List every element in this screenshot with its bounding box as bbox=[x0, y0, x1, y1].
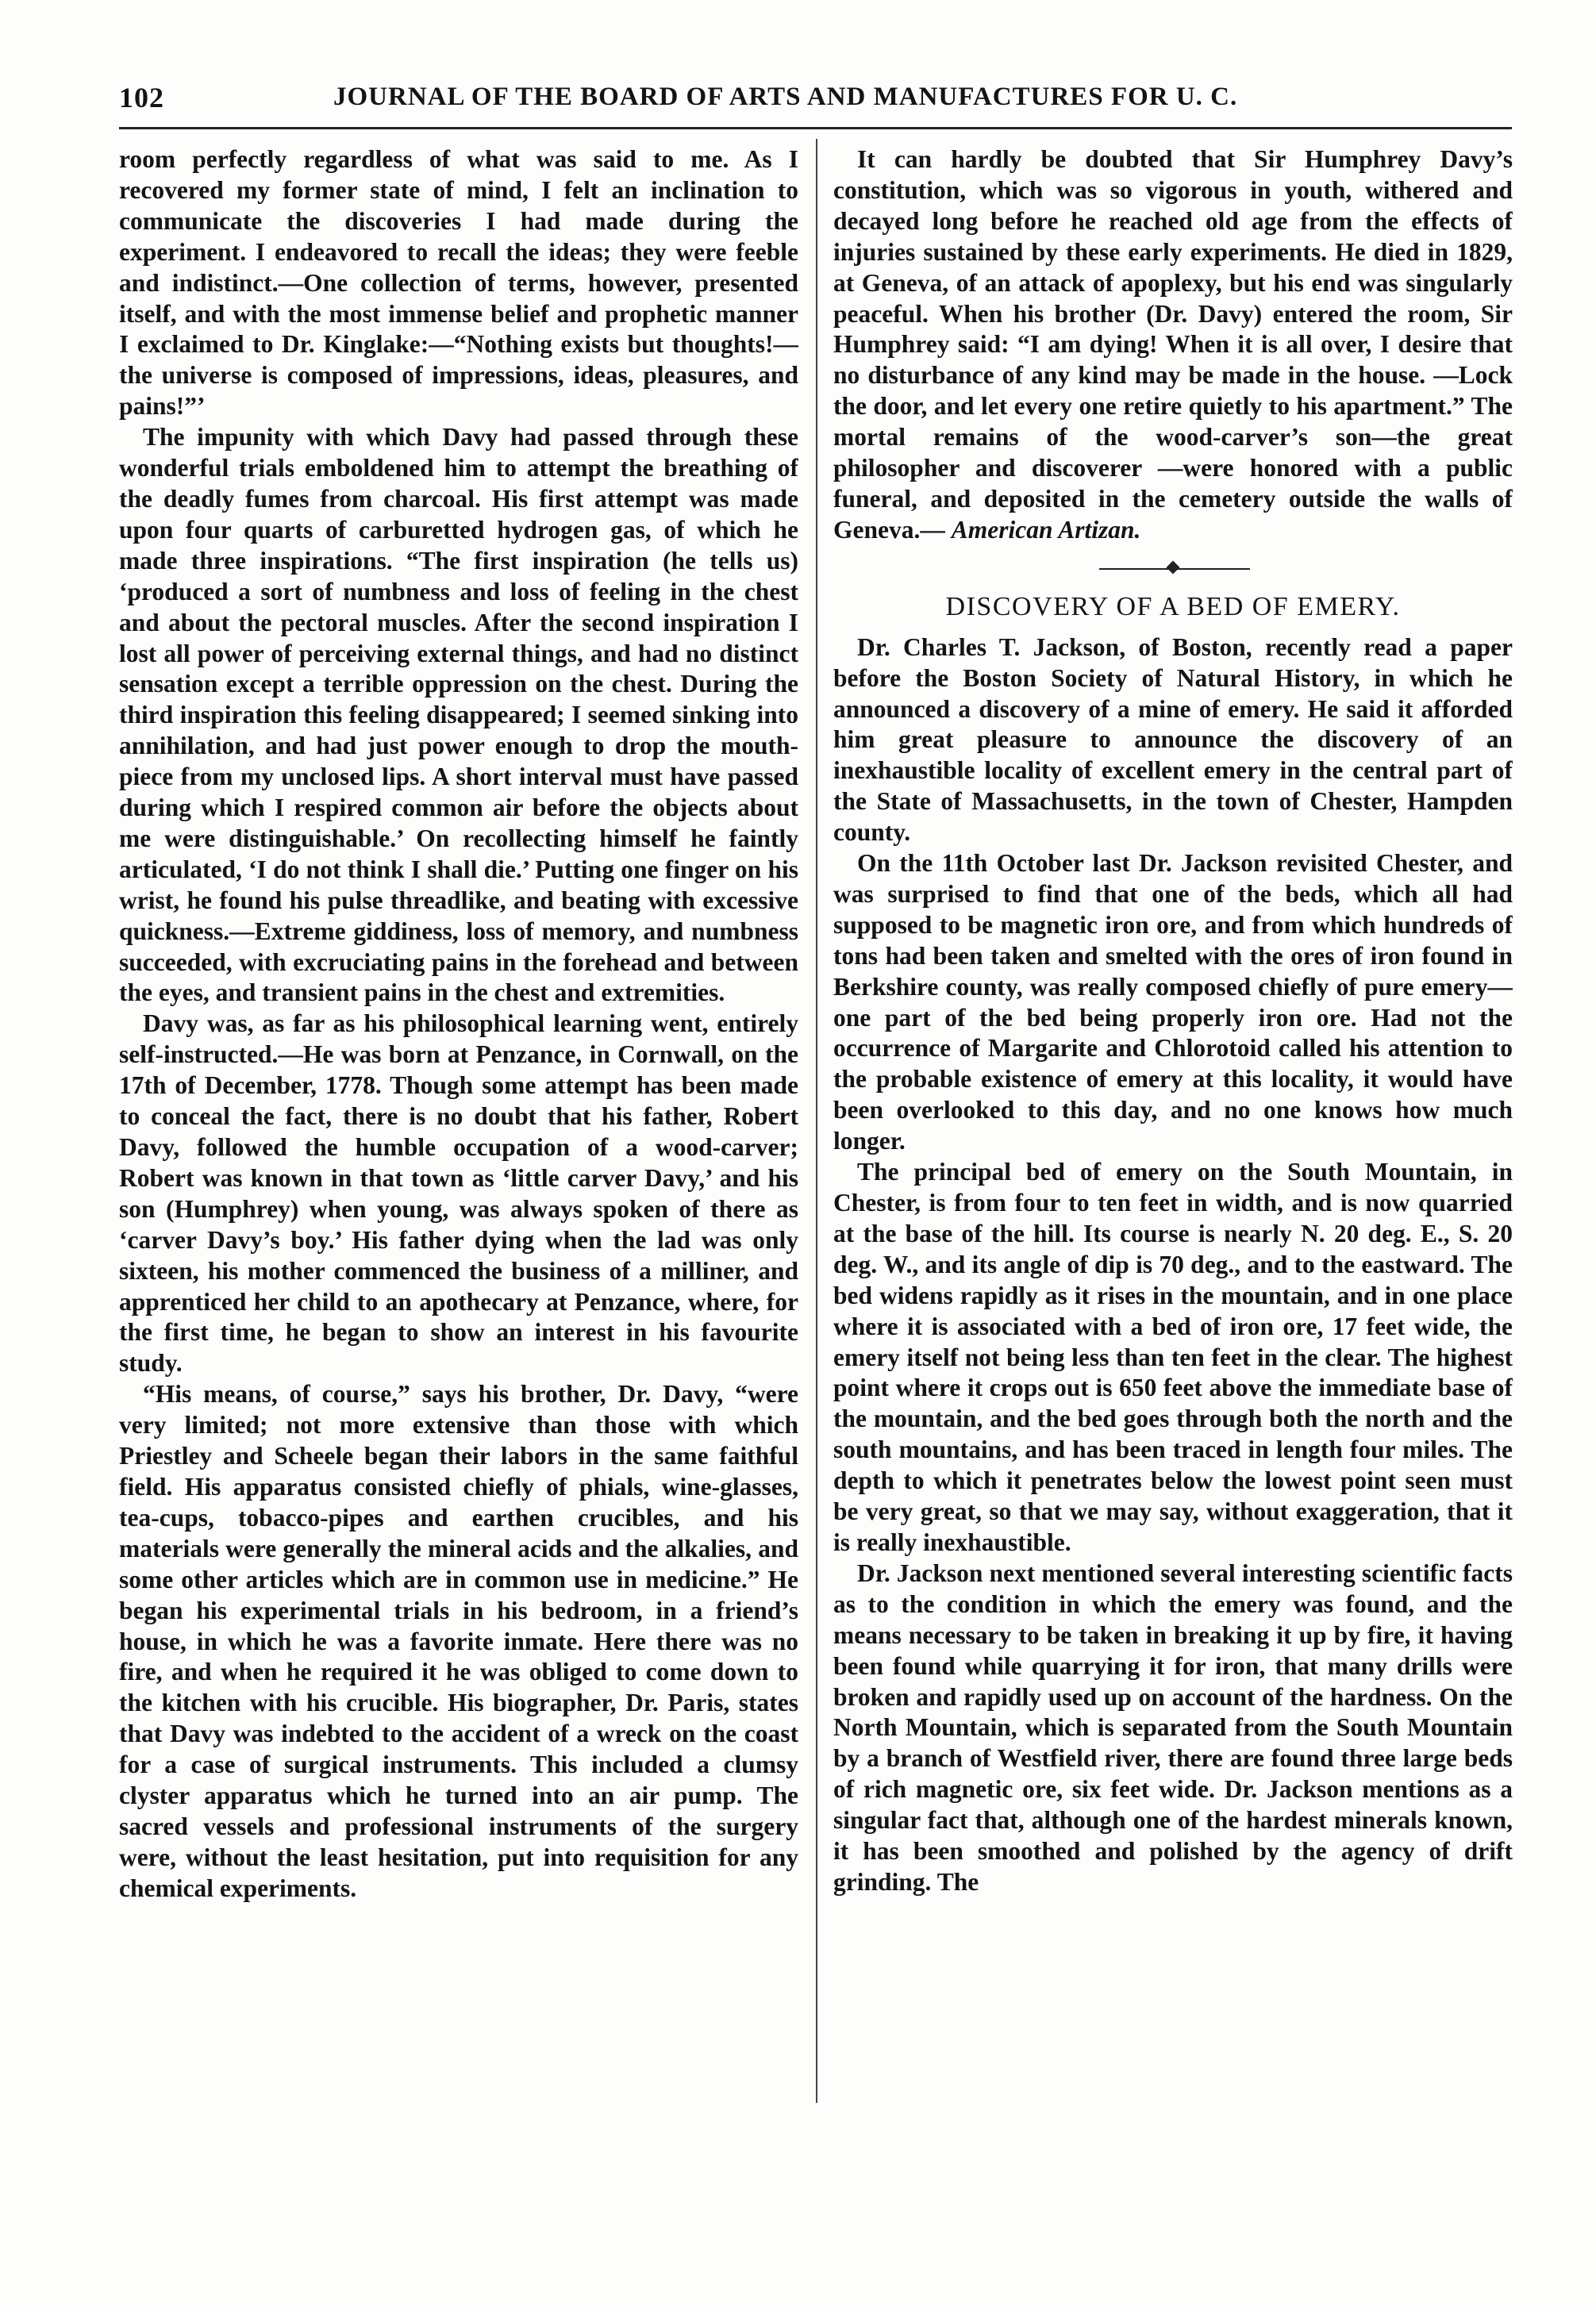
body-paragraph: “His means, of course,” says his brother, Dr. Davy, “were very limited; not more extensive than those with which Priestley and Scheele began their labors in the same faithful field. His apparatus consisted chiefly of phials, wine-glasses, tea-cups, tobacco-pipes and earthen crucibles, and his materials were generally the mineral acids and the alkalies, and some other articles which are in common use in medicine.” He began his experimental trials in his bedroom, in a friend’s house, in which he was a favorite inmate. Here there was no fire, and when he required it he was obliged to come down to the kitchen with his crucible. His biographer, Dr. Paris, states that Davy was indebted to the accident of a wreck on the coast for a case of surgical instruments. This included a clumsy clyster apparatus which he turned into an air pump. The sacred vessels and professional instruments of the surgery were, without the least hesitation, put into requisition for any chemical experiments. bbox=[119, 1380, 798, 1902]
source-credit: American Artizan. bbox=[951, 515, 1141, 544]
divider-ornament bbox=[1167, 560, 1180, 574]
running-head: JOURNAL OF THE BOARD OF ARTS AND MANUFACTURES FOR U. C. bbox=[333, 83, 1238, 111]
body-paragraph: Dr. Charles T. Jackson, of Boston, recently read a paper before the Boston Society of Natural History, in which he announced a discovery of a mine of emery. He said it afforded him great pleasure to announce the discovery of an inexhaustible locality of excellent emery in the central part of the State of Massachusetts, in the town of Chester, Hampden county. bbox=[833, 632, 1513, 847]
header-rule bbox=[119, 127, 1512, 129]
body-paragraph: Dr. Jackson next mentioned several interesting scientific facts as to the condition in which the emery was found, and the means necessary to be taken in breaking it up by fire, it having been found while quarrying it for iron, that many drills were broken and rapidly used up on account of the hardness. On the North Mountain, which is separated from the South Mountain by a branch of Westfield river, there are found three large beds of rich magnetic ore, six feet wide. Dr. Jackson mentions as a singular fact that, although one of the hardest minerals known, it has been smoothed and polished by the agency of drift grinding. The bbox=[833, 1559, 1513, 1896]
page-number: 102 bbox=[119, 82, 164, 113]
body-paragraph: On the 11th October last Dr. Jackson revisited Chester, and was surprised to find that one of the beds, which all had supposed to be magnetic iron ore, and from which hundreds of tons had been taken and smelted with the ores of iron found in Berkshire county, was really composed chiefly of pure emery—one part of the bed being properly iron ore. Had not the occurrence of Margarite and Chlorotoid called his attention to the probable existence of emery at this locality, it would have been overlooked to this day, and no one knows how much longer. bbox=[833, 849, 1513, 1155]
body-paragraph: room perfectly regardless of what was said to me. As I recovered my former state of mind, I felt an inclination to communicate the discoveries I had made during the experiment. I endeavored to recall the ideas; they were feeble and indistinct.—One collection of terms, however, presented itself, and with the most immense belief and prophetic manner I exclaimed to Dr. Kinglake:—“Nothing exists but thoughts!—the universe is composed of impressions, ideas, pleasures, and pains!”’ bbox=[119, 145, 798, 421]
davy-closing-text: It can hardly be doubted that Sir Humphrey Davy’s constitution, which was so vigorous in youth, withered and decayed long before he reached old age from the effects of injuries sustained by these early experiments. He died in 1829, at Geneva, of an attack of apoplexy, but his end was singularly peaceful. When his brother (Dr. Davy) entered the room, Sir Humphrey said: “I am dying! When it is all over, I desire that no disturbance of any kind may be made in the house. —Lock the door, and let every one retire quietly to his apartment.” The mortal remains of the wood-carver’s son—the great philosopher and discoverer —were honored with a public funeral, and deposited in the cemetery outside the walls of Geneva.— bbox=[833, 145, 1513, 544]
right-column bbox=[833, 144, 1513, 2176]
page-header bbox=[119, 73, 1512, 121]
body-paragraph: Davy was, as far as his philosophical learning went, entirely self-instructed.—He was born at Penzance, in Cornwall, on the 17th of December, 1778. Though some attempt has been made to conceal the fact, there is no doubt that his father, Robert Davy, followed the humble occupation of a wood-carver; Robert was known in that town as ‘little carver Davy,’ and his son (Humphrey) when young, was always spoken of there as ‘carver Davy’s boy.’ His father dying when the lad was only sixteen, his mother commenced the business of a milliner, and apprenticed her child to an apothecary at Penzance, where, for the first time, he began to show an interest in his favourite study. bbox=[119, 1009, 798, 1378]
section-divider bbox=[833, 546, 1513, 592]
body-paragraph bbox=[833, 144, 1513, 546]
body-paragraph: The principal bed of emery on the South Mountain, in Chester, is from four to ten feet in width, and is now quarried at the base of the hill. Its course is nearly N. 20 deg. E., S. 20 deg. W., and its angle of dip is 70 deg., and to the eastward. The bed widens rapidly as it rises in the mountain, and in one place where it is associated with a bed of iron ore, 17 feet wide, the emery itself not being less than ten feet in the clear. The highest point where it crops out is 650 feet above the immediate base of the mountain, and the bed goes through both the north and the south mountains, and has been traced in length four miles. The depth to which it penetrates below the lowest point seen must be very great, so that we may say, without exaggeration, that it is really inexhaustible. bbox=[833, 1158, 1513, 1556]
left-column bbox=[119, 144, 798, 2176]
section-title: DISCOVERY OF A BED OF EMERY. bbox=[945, 591, 1401, 621]
body-paragraph: The impunity with which Davy had passed through these wonderful trials emboldened him to attempt the breathing of the deadly fumes from charcoal. His first attempt was made upon four quarts of carburetted hydrogen gas, of which he made three inspirations. “The first inspiration (he tells us) ‘produced a sort of numbness and loss of feeling in the chest and about the pectoral muscles. After the second inspiration I lost all power of perceiving external things, and had no distinct sensation except a terrible oppression on the chest. During the third inspiration this feeling disappeared; I seemed sinking into annihilation, and had just power enough to drop the mouth-piece from my unclosed lips. A short interval must have passed during which I respired common air before the objects about me were distinguishable.’ On recollecting himself he faintly articulated, ‘I do not think I shall die.’ Putting one finger on his wrist, he found his pulse threadlike, and beating with excessive quickness.—Extreme giddiness, loss of memory, and numbness succeeded, with excruciating pains in the forehead and between the eyes, and transient pains in the chest and extremities. bbox=[119, 423, 798, 1007]
column-divider bbox=[816, 139, 817, 2103]
